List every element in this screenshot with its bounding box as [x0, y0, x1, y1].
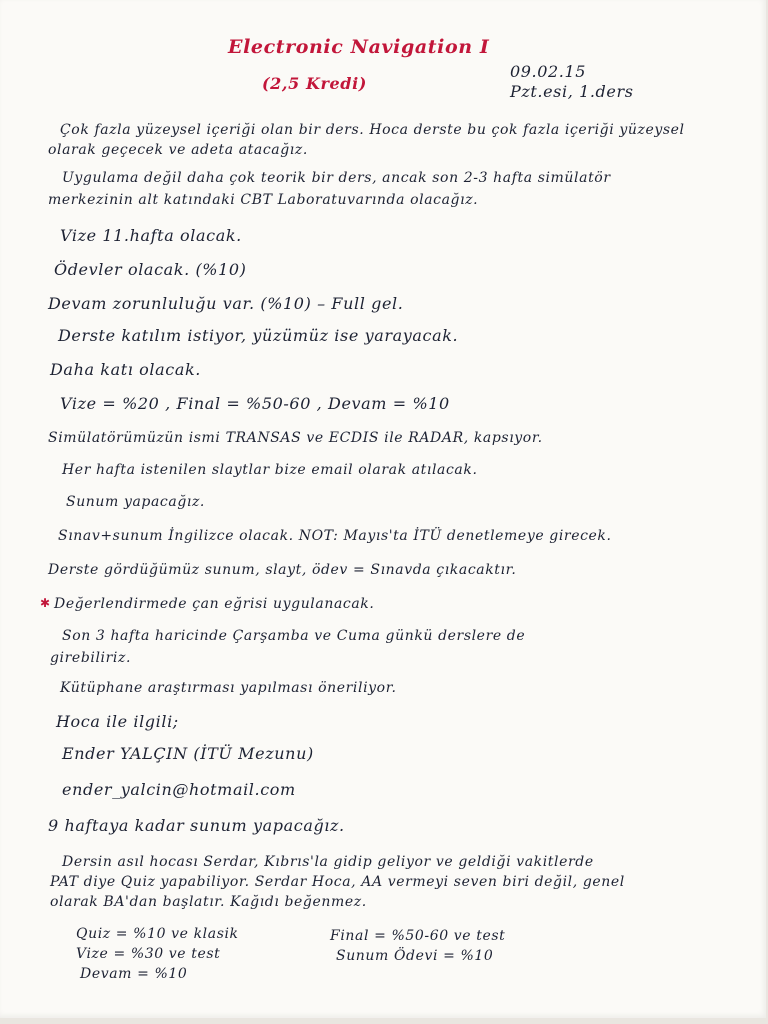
note-line: Sınav+sunum İngilizce olacak. NOT: Mayıs'ta İTÜ denetlemeye girecek. [58, 528, 612, 544]
note-line: Vize 11.hafta olacak. [60, 226, 242, 245]
page-title: Electronic Navigation I [228, 36, 490, 58]
note-line: olarak BA'dan başlatır. Kağıdı beğenmez. [50, 894, 367, 910]
note-line: PAT diye Quiz yapabiliyor. Serdar Hoca, AA vermeyi seven biri değil, genel [50, 874, 625, 890]
grading-final: Final = %50-60 ve test [330, 928, 506, 944]
note-line: Değerlendirmede çan eğrisi uygulanacak. [54, 596, 375, 612]
note-line: Uygulama değil daha çok teorik bir ders, ancak son 2-3 hafta simülatör [62, 170, 611, 186]
grading-midterm: Vize = %30 ve test [76, 946, 221, 962]
note-line: Daha katı olacak. [50, 360, 201, 379]
grading-attendance: Devam = %10 [80, 966, 188, 982]
contact-email: ender_yalcin@hotmail.com [62, 780, 296, 799]
day-label: Pzt.esi, 1.ders [510, 82, 634, 101]
grading-quiz: Quiz = %10 ve klasik [76, 926, 239, 942]
credit-label: (2,5 Kredi) [262, 74, 367, 93]
grading-presentation: Sunum Ödevi = %10 [336, 948, 494, 964]
note-line: Simülatörümüzün ismi TRANSAS ve ECDIS ile RADAR, kapsıyor. [48, 430, 543, 446]
note-line: Ödevler olacak. (%10) [54, 260, 247, 279]
date: 09.02.15 [510, 62, 587, 81]
note-line: 9 haftaya kadar sunum yapacağız. [48, 816, 345, 835]
note-line: Ender YALÇIN (İTÜ Mezunu) [62, 744, 314, 763]
note-line: Derste gördüğümüz sunum, slayt, ödev = Sınavda çıkacaktır. [48, 562, 517, 578]
note-line: Devam zorunluluğu var. (%10) – Full gel. [48, 294, 404, 313]
note-line: merkezinin alt katındaki CBT Laboratuvarında olacağız. [48, 192, 479, 208]
note-line: Dersin asıl hocası Serdar, Kıbrıs'la gidip geliyor ve geldiği vakitlerde [62, 854, 594, 870]
note-line: Çok fazla yüzeysel içeriği olan bir ders. Hoca derste bu çok fazla içeriği yüzeysel [60, 122, 685, 138]
note-line: Kütüphane araştırması yapılması öneriliyor. [60, 680, 397, 696]
note-line: olarak geçecek ve adeta atacağız. [48, 142, 308, 158]
note-line: Her hafta istenilen slaytlar bize email olarak atılacak. [62, 462, 478, 478]
note-line: Derste katılım istiyor, yüzümüz ise yarayacak. [58, 326, 459, 345]
note-line: Son 3 hafta haricinde Çarşamba ve Cuma günkü derslere de [62, 628, 526, 644]
asterisk-mark-icon: ✱ [40, 596, 51, 610]
note-line: Sunum yapacağız. [66, 494, 205, 510]
note-line: Vize = %20 , Final = %50-60 , Devam = %10 [60, 394, 450, 413]
note-line: Hoca ile ilgili; [56, 712, 179, 731]
note-line: girebiliriz. [50, 650, 132, 666]
